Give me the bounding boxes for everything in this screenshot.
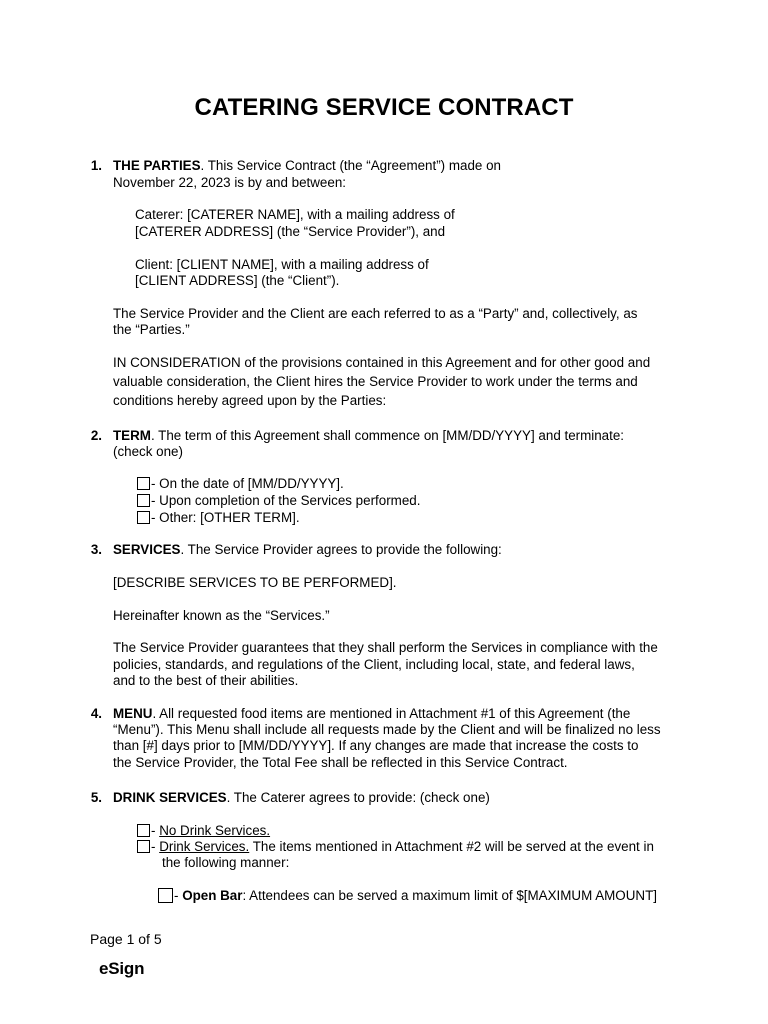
section-number: 3. [90,542,102,557]
consideration-text: IN CONSIDERATION of the provisions contained in this Agreement and for other good and [113,355,651,370]
services-definition: Hereinafter known as the “Services.” [113,608,330,623]
consideration-text: valuable consideration, the Client hires the Service Provider to work under the terms and [113,374,638,389]
section-text: THE PARTIES. This Service Contract (the “Agreement”) made on [113,158,501,173]
drink-sub-option-open-bar[interactable]: - Open Bar: Attendees can be served a maximum limit of $[MAXIMUM AMOUNT] [158,888,657,905]
section-text: DRINK SERVICES. The Caterer agrees to provide: (check one) [113,790,490,805]
checkbox[interactable] [137,511,150,524]
section-text: (check one) [113,444,183,459]
guarantee-text: and to the best of their abilities. [113,673,299,688]
party-definition: the “Parties.” [113,322,190,337]
checkbox[interactable] [137,494,150,507]
drink-option-none[interactable]: - No Drink Services. [137,823,270,840]
esign-logo: eSign [99,959,145,978]
section-heading: THE PARTIES [113,158,201,173]
section-number: 1. [90,158,102,173]
checkbox[interactable] [137,477,150,490]
caterer-line: Caterer: [CATERER NAME], with a mailing address of [135,207,455,222]
term-option[interactable]: - Other: [OTHER TERM]. [137,510,300,527]
party-definition: The Service Provider and the Client are each referred to as a “Party” and, collectively, as [113,306,638,321]
section-text: November 22, 2023 is by and between: [113,175,346,190]
checkbox[interactable] [137,824,150,837]
section-number: 5. [90,790,102,805]
guarantee-text: The Service Provider guarantees that they shall perform the Services in compliance with the [113,640,658,655]
section-number: 4. [90,706,102,721]
section-text: “Menu”). This Menu shall include all requests made by the Client and will be finalized no less [113,722,661,737]
section-text: MENU. All requested food items are mentioned in Attachment #1 of this Agreement (the [113,706,631,721]
page-number: Page 1 of 5 [90,931,162,947]
term-option[interactable]: - On the date of [MM/DD/YYYY]. [137,476,344,493]
client-line: Client: [CLIENT NAME], with a mailing address of [135,257,429,272]
section-heading: TERM [113,428,151,443]
checkbox[interactable] [137,840,150,853]
section-text: the Service Provider, the Total Fee shall be reflected in this Service Contract. [113,755,568,770]
term-option[interactable]: - Upon completion of the Services performed. [137,493,420,510]
section-heading: DRINK SERVICES [113,790,227,805]
section-heading: SERVICES [113,542,181,557]
consideration-text: conditions hereby agreed upon by the Parties: [113,393,387,408]
document-title: CATERING SERVICE CONTRACT [194,94,574,121]
drink-option-services[interactable]: - Drink Services. The items mentioned in Attachment #2 will be served at the event in [137,839,654,856]
services-description: [DESCRIBE SERVICES TO BE PERFORMED]. [113,575,397,590]
drink-option-services-continued: the following manner: [162,855,290,870]
section-heading: MENU [113,706,153,721]
section-text: than [#] days prior to [MM/DD/YYYY]. If any changes are made that increase the costs to [113,738,639,753]
client-line: [CLIENT ADDRESS] (the “Client”). [135,273,340,288]
caterer-line: [CATERER ADDRESS] (the “Service Provider”), and [135,224,446,239]
checkbox[interactable] [158,888,173,903]
section-text: SERVICES. The Service Provider agrees to provide the following: [113,542,502,557]
section-number: 2. [90,428,102,443]
section-text: TERM. The term of this Agreement shall commence on [MM/DD/YYYY] and terminate: [113,428,625,443]
guarantee-text: policies, standards, and regulations of the Client, including local, state, and federal laws, [113,657,635,672]
